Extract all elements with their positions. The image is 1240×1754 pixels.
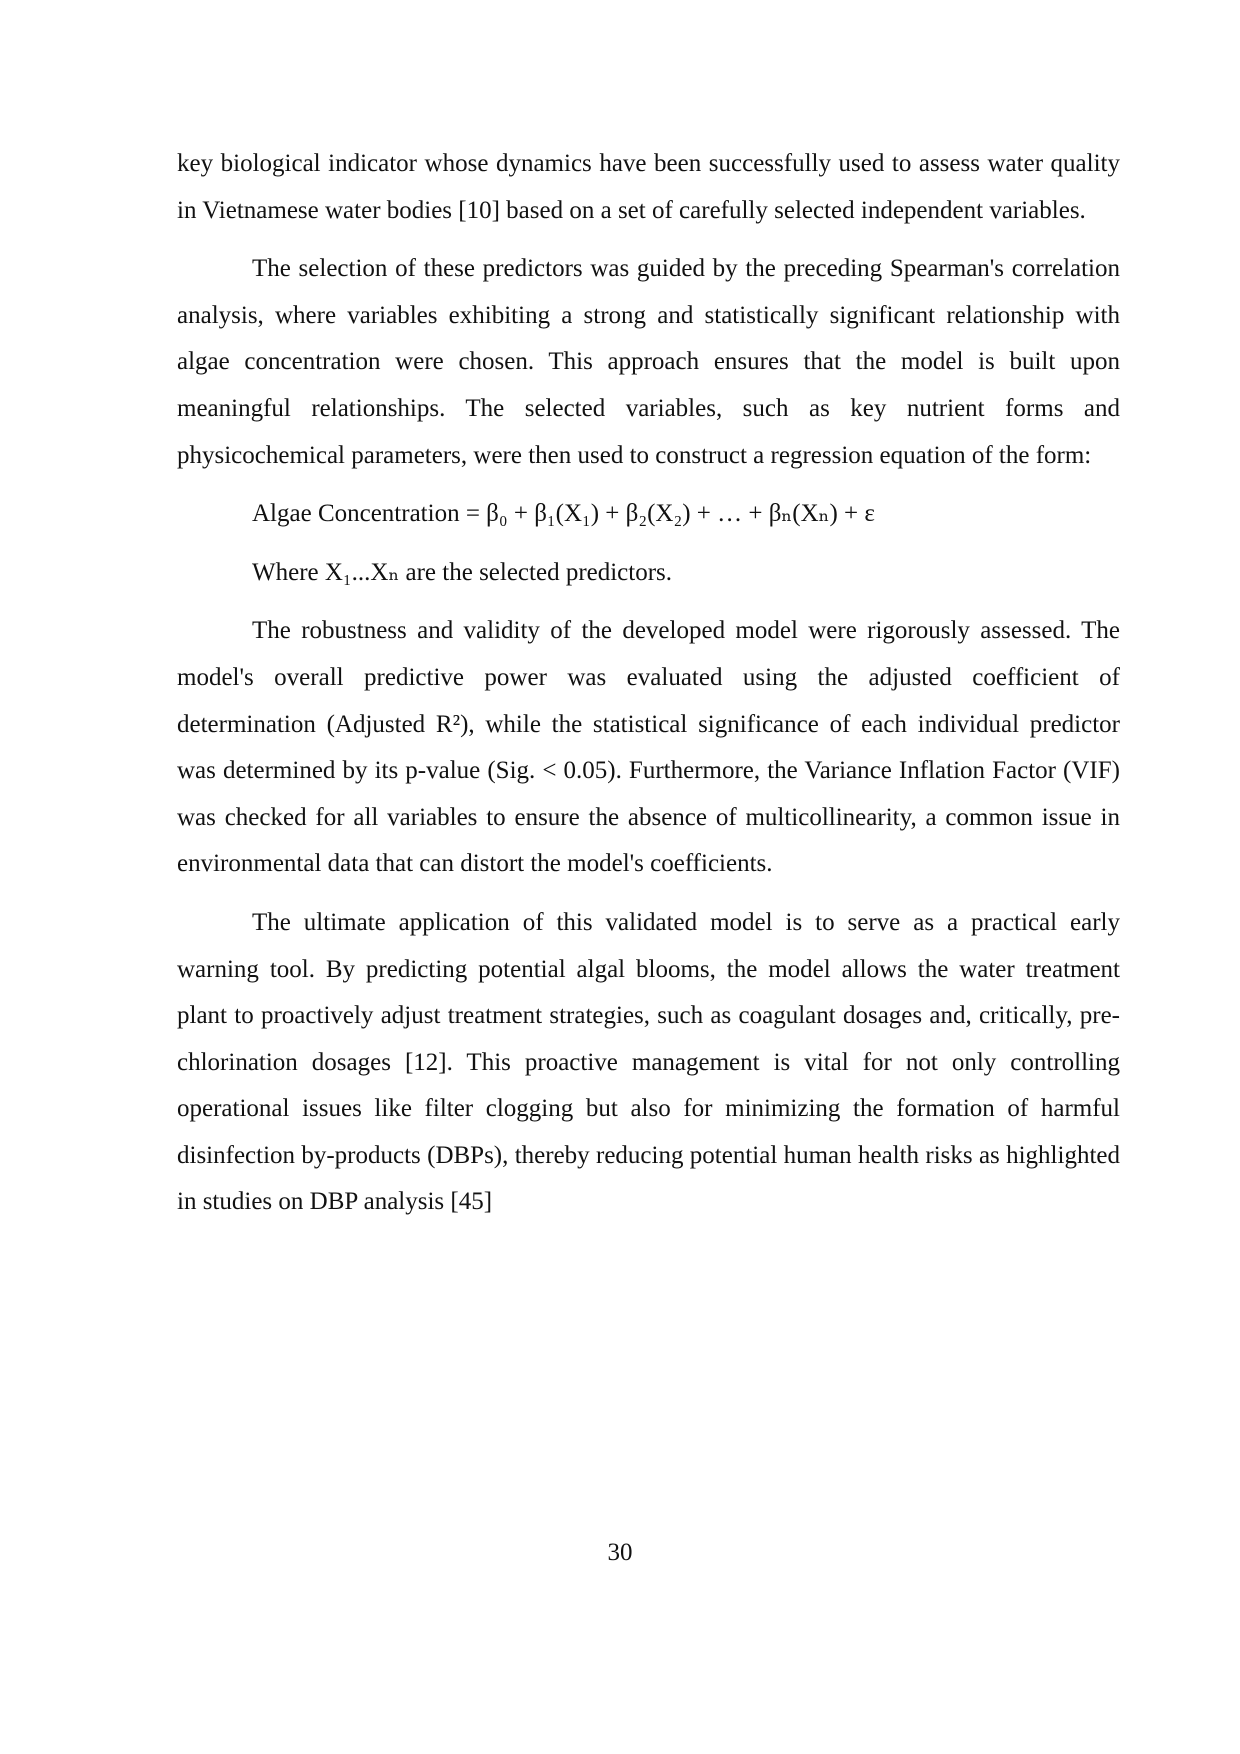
paragraph-predictor-selection: The selection of these predictors was guided by the preceding Spearman's correlation analysis, where variables exhibiting a strong and statistically significant relationship with algae concentration were chosen. This approach ensures that the model is built upon meaningful relationships. The selected variables, such as key nutrient forms and physicochemical parameters, were then used to construct a regression equation of the form: [177, 255, 1120, 469]
paragraph-continuation: key biological indicator whose dynamics have been successfully used to assess water quality in Vietnamese water bodies [10] based on a set of carefully selected independent variables. [177, 150, 1120, 224]
regression-equation: Algae Concentration = β₀ + β₁(X₁) + β₂(X₂) + … + βₙ(Xₙ) + ε [252, 500, 875, 528]
paragraph-model-application: The ultimate application of this validated model is to serve as a practical early warning tool. By predicting potential algal blooms, the model allows the water treatment plant to proactively adjust treatment strategies, such as coagulant dosages and, critically, pre-chlorination dosages [12]. This proactive management is vital for not only controlling operational issues like filter clogging but also for minimizing the formation of harmful disinfection by-products (DBPs), thereby reducing potential human health risks as highlighted in studies on DBP analysis [45] [177, 908, 1120, 1216]
page-number: 30 [607, 1539, 633, 1566]
paragraph-model-validation: The robustness and validity of the developed model were rigorously assessed. The model's overall predictive power was evaluated using the adjusted coefficient of determination (Adjusted R²), while the statistical significance of each individual predictor was determined by its p-value (Sig. < 0.05). Furthermore, the Variance Inflation Factor (VIF) was checked for all variables to ensure the absence of multicollinearity, a common issue in environmental data that can distort the model's coefficients. [177, 617, 1120, 878]
body-text [177, 141, 1120, 1238]
equation-where-line: Where X₁...Xₙ are the selected predictors. [252, 558, 673, 586]
